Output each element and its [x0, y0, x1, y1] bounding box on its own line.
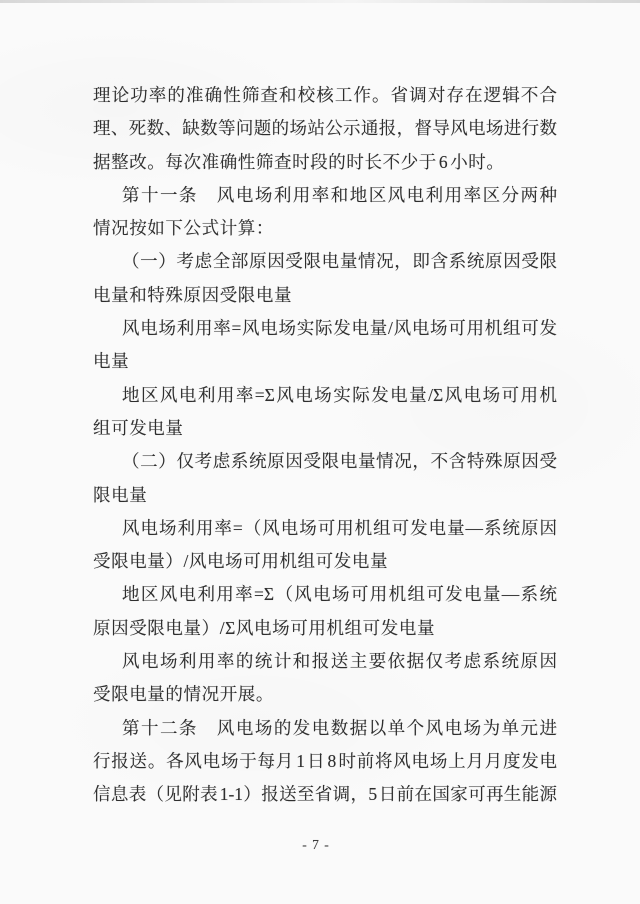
text-line: 风电场利用率=风电场实际发电量/风电场可用机组可发	[122, 318, 557, 339]
text-line: 第十二条 风电场的发电数据以单个风电场为单元进	[122, 717, 557, 738]
text-line: 理、死数、缺数等问题的场站公示通报，督导风电场进行数	[93, 118, 557, 139]
text-line: 受限电量的情况开展。	[93, 684, 274, 705]
text-line: 电量和特殊原因受限电量	[93, 284, 293, 305]
text-line: 地区风电利用率=Σ（风电场可用机组可发电量—系统	[122, 584, 557, 605]
text-line: 风电场利用率的统计和报送主要依据仅考虑系统原因	[122, 651, 557, 672]
text-line: 行报送。各风电场于每月 1 日 8 时前将风电场上月月度发电	[93, 750, 557, 771]
document-body-text	[93, 79, 557, 812]
text-line: （一）考虑全部原因受限电量情况，即含系统原因受限	[122, 251, 557, 272]
text-line: 原因受限电量）/Σ风电场可用机组可发电量	[93, 617, 436, 638]
text-line: 第十一条 风电场利用率和地区风电利用率区分两种	[122, 184, 557, 205]
text-line: 情况按如下公式计算：	[93, 218, 274, 239]
text-line: 信息表（见附表 1-1）报送至省调，5 日前在国家可再生能源	[93, 784, 557, 805]
text-line: 组可发电量	[93, 417, 184, 438]
text-line: （二）仅考虑系统原因受限电量情况，不含特殊原因受	[122, 451, 557, 472]
text-line: 受限电量）/风电场可用机组可发电量	[93, 551, 389, 572]
text-line: 地区风电利用率=Σ风电场实际发电量/Σ风电场可用机	[122, 384, 557, 405]
text-line: 理论功率的准确性筛查和校核工作。省调对存在逻辑不合	[93, 85, 557, 105]
page-number: - 7 -	[302, 837, 330, 852]
text-line: 电量	[93, 351, 130, 372]
text-line: 风电场利用率=（风电场可用机组可发电量—系统原因	[122, 517, 557, 538]
scan-edge-shadow	[0, 0, 640, 3]
text-line: 限电量	[93, 484, 148, 505]
text-line: 据整改。每次准确性筛查时段的时长不少于 6 小时。	[93, 151, 505, 172]
